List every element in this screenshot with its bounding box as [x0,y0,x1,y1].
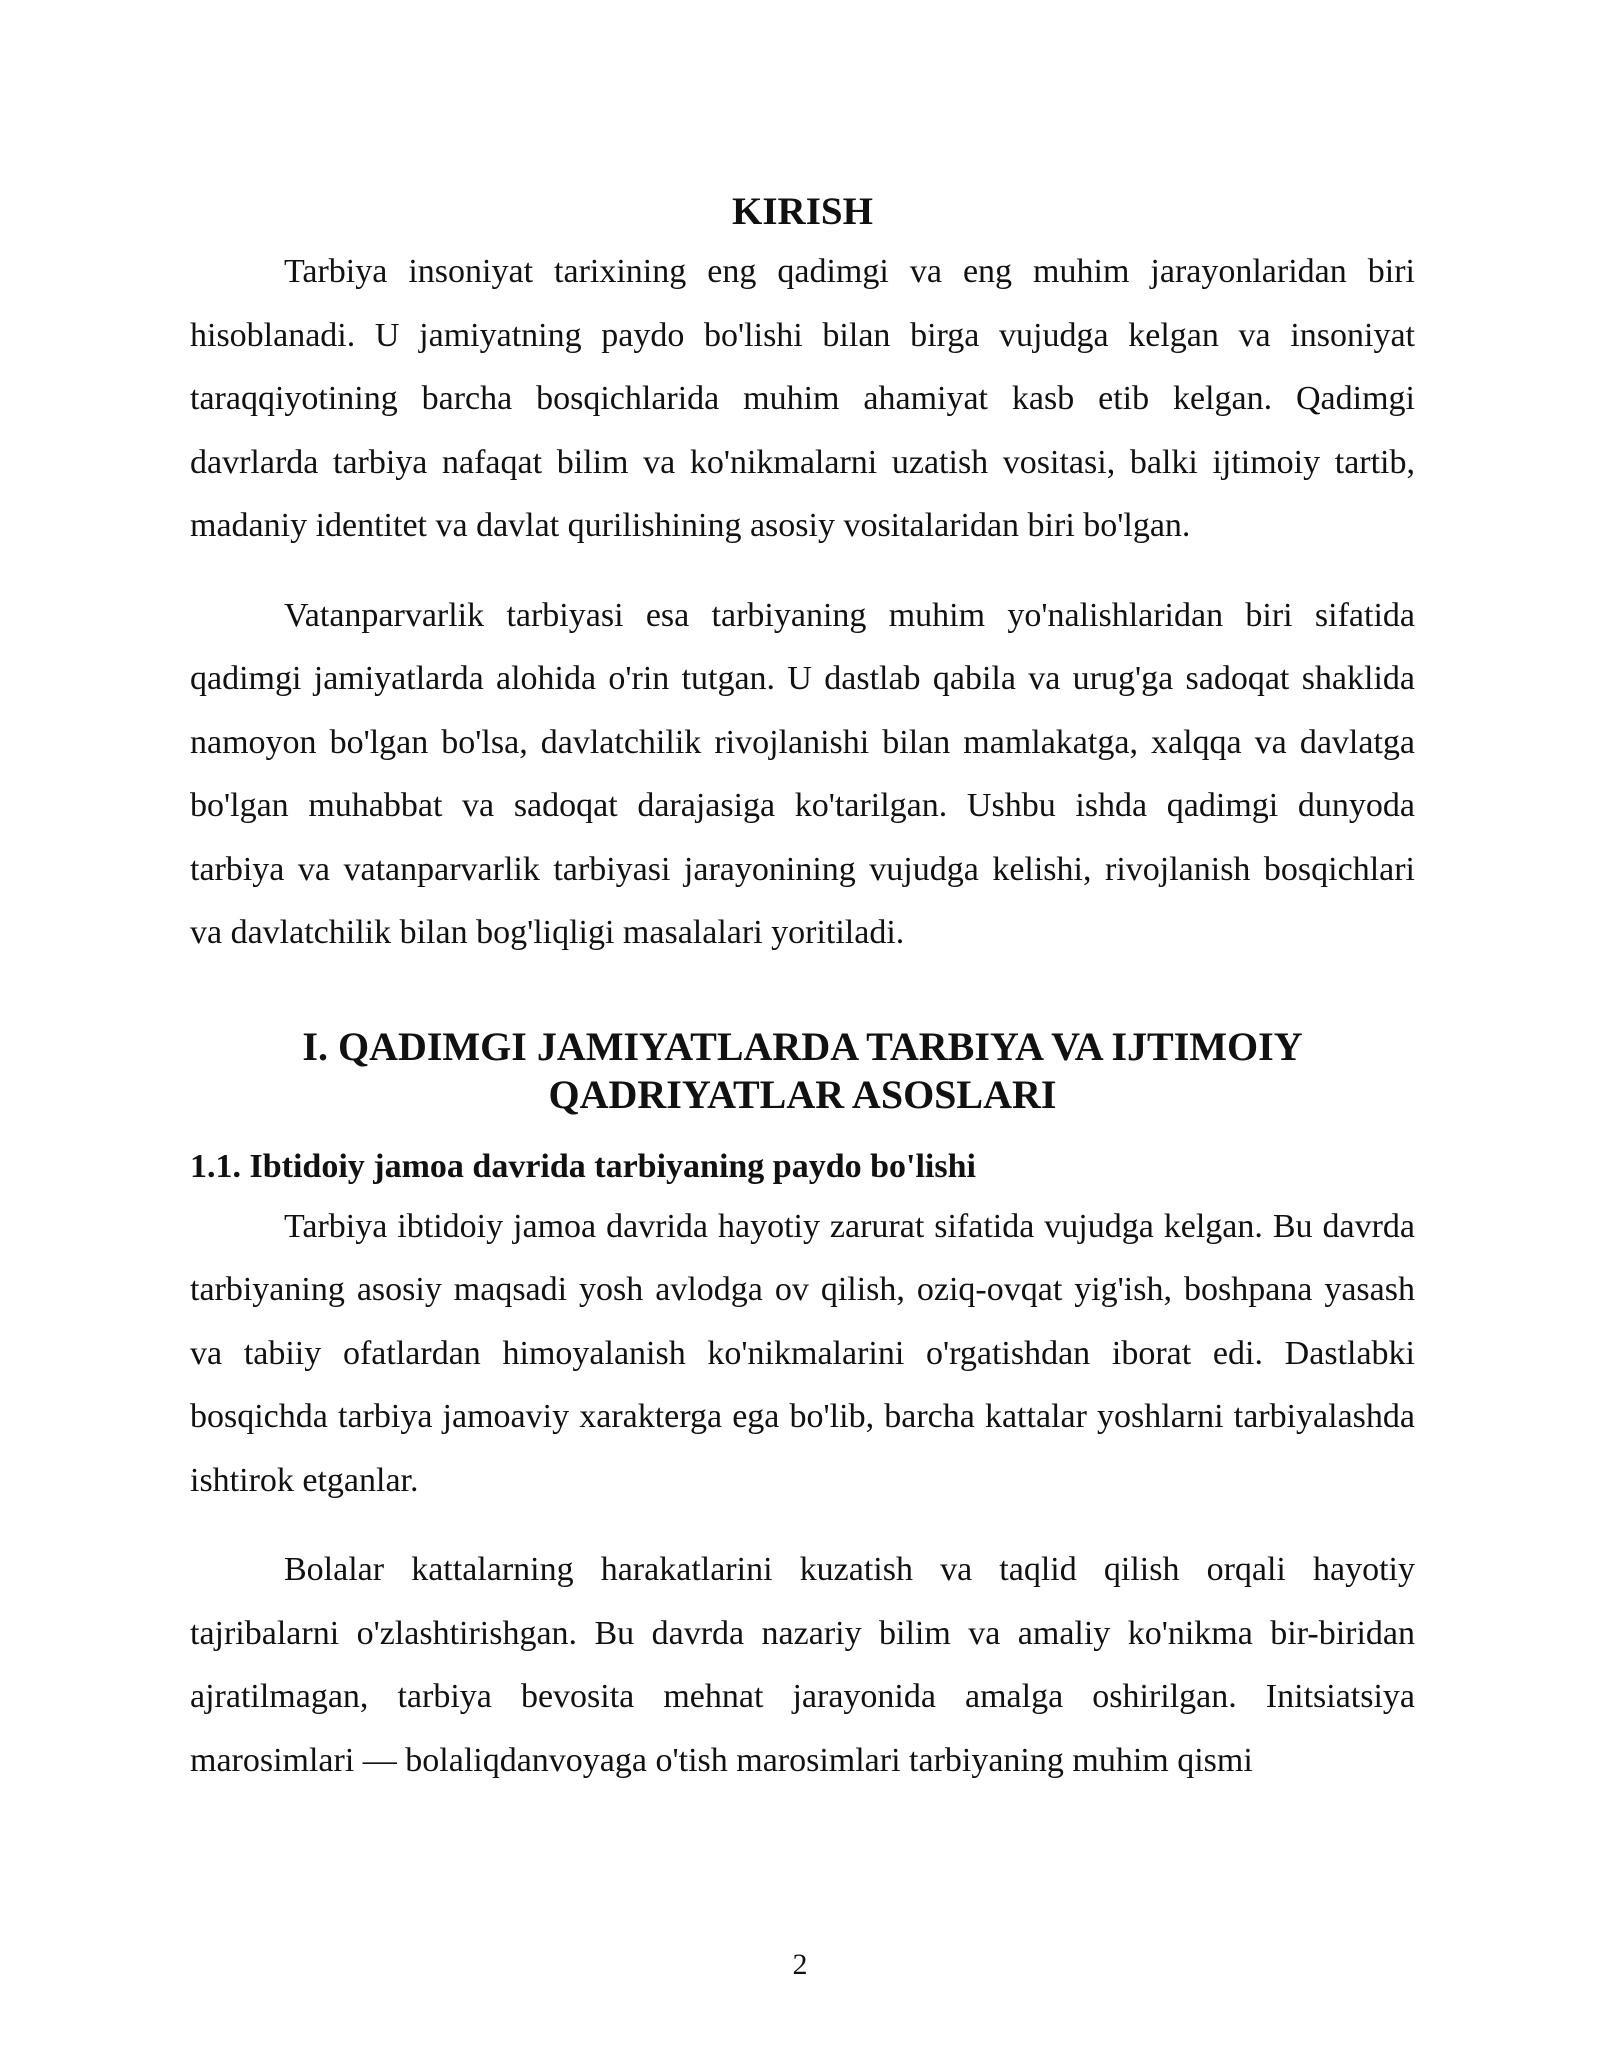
section-paragraph-2: Bolalar kattalarning harakatlarini kuzatish va taqlid qilish orqali hayotiy tajribalarni o'zlashtirishgan. Bu davrda nazariy bilim va amaliy ko'nikma bir-biridan ajratilmagan, tarbiya bevosita mehnat jarayonida amalga oshirilgan. Initsiatsiya marosimlari — bolaliqdanvoyaga o'tish marosimlari tarbiyaning muhim qismi [190,1551,1415,1779]
section-heading-line-2: QADRIYATLAR ASOSLARI [548,1071,1057,1117]
page-content [190,186,1415,1792]
subsection-heading: 1.1. Ibtidoiy jamoa davrida tarbiyaning paydo bo'lishi [190,1147,976,1185]
section-heading [190,1023,1415,1119]
page-title: KIRISH [732,190,873,233]
page-number: 2 [792,1948,808,1981]
section-paragraph-1: Tarbiya ibtidoiy jamoa davrida hayotiy zarurat sifatida vujudga kelgan. Bu davrda tarbiyaning asosiy maqsadi yosh avlodga ov qilish, oziq-ovqat yig'ish, boshpana yasash va tabiiy ofatlardan himoyalanish ko'nikmalarini o'rgatishdan iborat edi. Dastlabki bosqichda tarbiya jamoaviy xarakterga ega bo'lib, barcha kattalar yoshlarni tarbiyalashda ishtirok etganlar. [190,1207,1415,1499]
intro-paragraph-2: Vatanparvarlik tarbiyasi esa tarbiyaning muhim yo'nalishlaridan biri sifatida qadimgi jamiyatlarda alohida o'rin tutgan. U dastlab qabila va urug'ga sadoqat shaklida namoyon bo'lgan bo'lsa, davlatchilik rivojlanishi bilan mamlakatga, xalqqa va davlatga bo'lgan muhabbat va sadoqat darajasiga ko'tarilgan. Ushbu ishda qadimgi dunyoda tarbiya va vatanparvarlik tarbiyasi jarayonining vujudga kelishi, rivojlanish bosqichlari va davlatchilik bilan bog'liqligi masalalari yoritiladi. [190,596,1415,951]
section-heading-line-1: I. QADIMGI JAMIYATLARDA TARBIYA VA IJTIMOIY [302,1023,1303,1069]
intro-paragraph-1: Tarbiya insoniyat tarixining eng qadimgi va eng muhim jarayonlaridan biri hisoblanadi. U jamiyatning paydo bo'lishi bilan birga vujudga kelgan va insoniyat taraqqiyotining barcha bosqichlarida muhim ahamiyat kasb etib kelgan. Qadimgi davrlarda tarbiya nafaqat bilim va ko'nikmalarni uzatish vositasi, balki ijtimoiy tartib, madaniy identitet va davlat qurilishining asosiy vositalaridan biri bo'lgan. [190,253,1415,544]
